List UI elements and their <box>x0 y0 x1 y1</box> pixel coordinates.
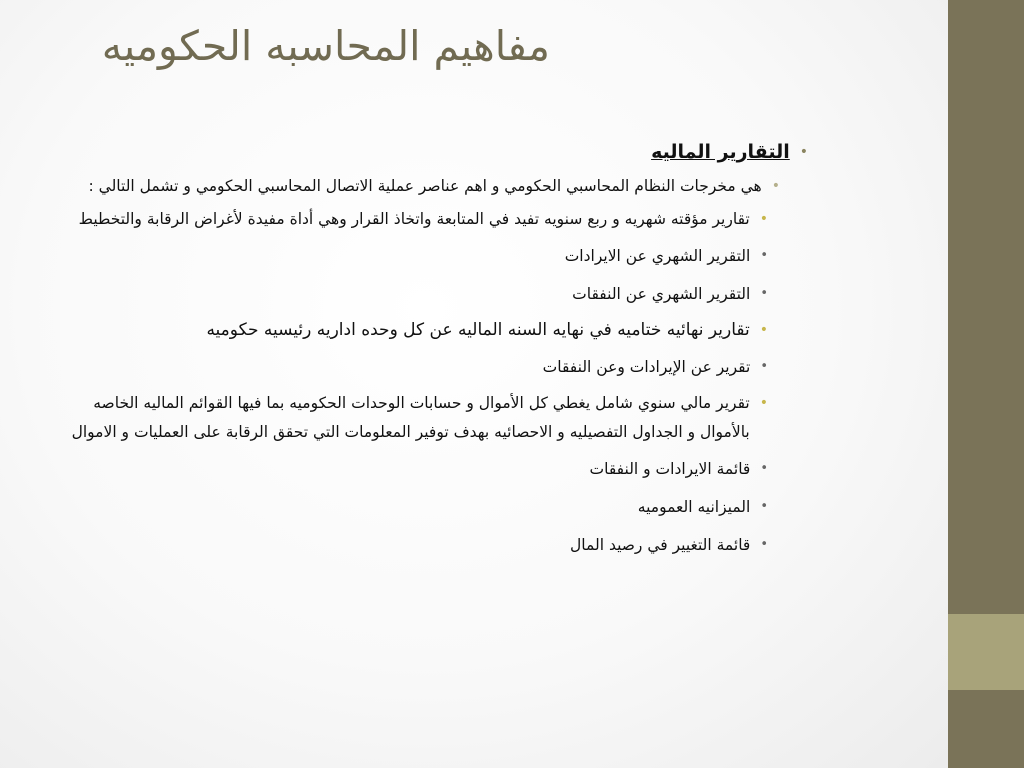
slide-title: مفاهيم المحاسبه الحكوميه <box>101 22 550 70</box>
sub-item <box>48 529 768 561</box>
group-text: تقارير مؤقته شهريه و ربع سنويه تفيد في المتابعة واتخاذ القرار وهي أداة مفيدة لأغراض الرقابة والتخطيط <box>78 210 750 228</box>
slide-body <box>48 136 808 567</box>
decorative-sidebar-accent <box>948 614 1024 690</box>
bullet-icon: • <box>760 359 768 374</box>
sub-item <box>48 278 768 310</box>
bullet-icon: • <box>759 395 768 411</box>
group-item <box>48 205 768 234</box>
sub-item <box>48 453 768 485</box>
sub-item <box>48 240 768 272</box>
group-text: تقرير مالي سنوي شامل يغطي كل الأموال و حسابات الوحدات الحكوميه بما فيها القوائم الماليه الخاصه بالأموال و الجداول التفصيليه و الاحصائيه بهدف توفير المعلومات التي تحقق الرقابة على العمليات و الاموال <box>71 394 750 441</box>
bullet-icon: • <box>760 248 768 263</box>
intro-text: هي مخرجات النظام المحاسبي الحكومي و اهم عناصر عملية الاتصال المحاسبي الحكومي و تشمل التالي : <box>88 177 762 195</box>
sub-item <box>48 491 768 523</box>
sub-item-text: التقرير الشهري عن الايرادات <box>564 247 751 265</box>
sub-item <box>48 351 768 383</box>
sub-item-text: قائمة التغيير في رصيد المال <box>570 536 751 554</box>
heading-text: التقارير الماليه <box>651 141 790 163</box>
bullet-icon: • <box>760 537 768 552</box>
sub-item-text: تقرير عن الإيرادات وعن النفقات <box>542 358 751 376</box>
group-item <box>48 316 768 345</box>
section-heading <box>48 136 808 168</box>
sub-item-text: التقرير الشهري عن النفقات <box>572 285 751 303</box>
bullet-icon: • <box>771 178 780 194</box>
group-item <box>48 389 768 447</box>
intro-item <box>48 174 780 199</box>
bullet-icon: • <box>760 286 768 301</box>
group-text: تقارير نهائيه ختاميه في نهايه السنه الماليه عن كل وحده اداريه رئيسيه حكوميه <box>206 320 750 340</box>
bullet-icon: • <box>759 211 768 227</box>
bullet-icon: • <box>759 322 768 338</box>
sub-item-text: الميزانيه العموميه <box>637 498 751 516</box>
sub-item-text: قائمة الايرادات و النفقات <box>589 460 751 478</box>
bullet-icon: • <box>760 461 768 476</box>
bullet-icon: • <box>760 499 768 514</box>
bullet-icon: • <box>799 144 808 160</box>
